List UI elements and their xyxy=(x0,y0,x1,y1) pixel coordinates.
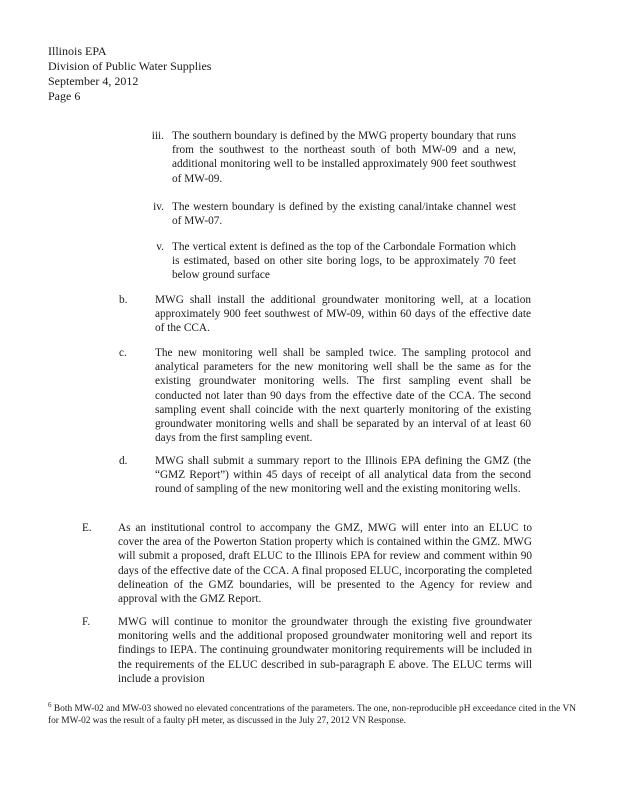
section-F-text: MWG will continue to monitor the groundwater through the existing five groundwater monitoring wells and the additional proposed groundwater monitoring well and report its findings to IEPA. The continuing groundwater monitoring requirements will be included in the requirements of the ELUC described in sub-paragraph E above. The ELUC terms will include a provision xyxy=(118,616,532,685)
header-division: Division of Public Water Supplies xyxy=(48,59,212,73)
item-c-label: c. xyxy=(119,347,127,359)
item-d-text: MWG shall submit a summary report to the Illinois EPA defining the GMZ (the “GMZ Report”) within 45 days of receipt of all analytical data from the second round of sampling of the new monitoring well and the existing monitoring wells. xyxy=(155,455,531,496)
footnote-text: Both MW-02 and MW-03 showed no elevated concentrations of the parameters. The one, non-reproducible pH exceedance cited in the VN for MW-02 was the result of a faulty pH meter, as discussed in the July 27, 2012 VN Response. xyxy=(48,704,577,727)
subitem-iii-text: The southern boundary is defined by the MWG property boundary that runs from the southwest to the northeast south of both MW-09 and a new, additional monitoring well to be installed approximately 900 feet southwest of MW-09. xyxy=(172,130,516,185)
header-date: September 4, 2012 xyxy=(48,74,139,88)
footnote xyxy=(48,699,576,727)
item-b-text: MWG shall install the additional groundwater monitoring well, at a location approximately 900 feet southwest of MW-09, within 60 days of the effective date of the CCA. xyxy=(155,294,531,335)
footnote-marker: 6 xyxy=(48,701,52,709)
subitem-v-label: v. xyxy=(156,241,164,253)
section-E-text: As an institutional control to accompany the GMZ, MWG will enter into an ELUC to cover the area of the Powerton Station property which is contained within the GMZ. MWG will submit a proposed, draft ELUC to the Illinois EPA for review and comment within 90 days of the effective date of the CCA. A final proposed ELUC, incorporating the completed delineation of the GMZ boundaries, will be presented to the Agency for review and approval with the GMZ Report. xyxy=(118,522,532,606)
letter-header xyxy=(48,44,211,104)
subitem-v-text: The vertical extent is defined as the top of the Carbondale Formation which is estimated, based on other site boring logs, to be approximately 70 feet below ground surface xyxy=(172,241,516,282)
subitem-iv-label: iv. xyxy=(153,201,164,213)
section-E-label: E. xyxy=(82,522,92,534)
subitem-iv-text: The western boundary is defined by the existing canal/intake channel west of MW-07. xyxy=(172,201,516,228)
item-d-label: d. xyxy=(119,455,128,467)
item-b-label: b. xyxy=(119,294,128,306)
header-page-number: Page 6 xyxy=(48,89,81,103)
subitem-iii-label: iii. xyxy=(151,130,164,142)
item-c-text: The new monitoring well shall be sampled twice. The sampling protocol and analytical parameters for the new monitoring well shall be the same as for the existing groundwater monitoring wells. The first sampling event shall be conducted not later than 90 days from the effective date of the CCA. The second sampling event shall coincide with the next quarterly monitoring of the existing groundwater monitoring wells and shall be separated by an interval of at least 60 days from the first sampling event. xyxy=(155,347,531,445)
header-org: Illinois EPA xyxy=(48,44,107,58)
section-F-label: F. xyxy=(82,616,91,628)
